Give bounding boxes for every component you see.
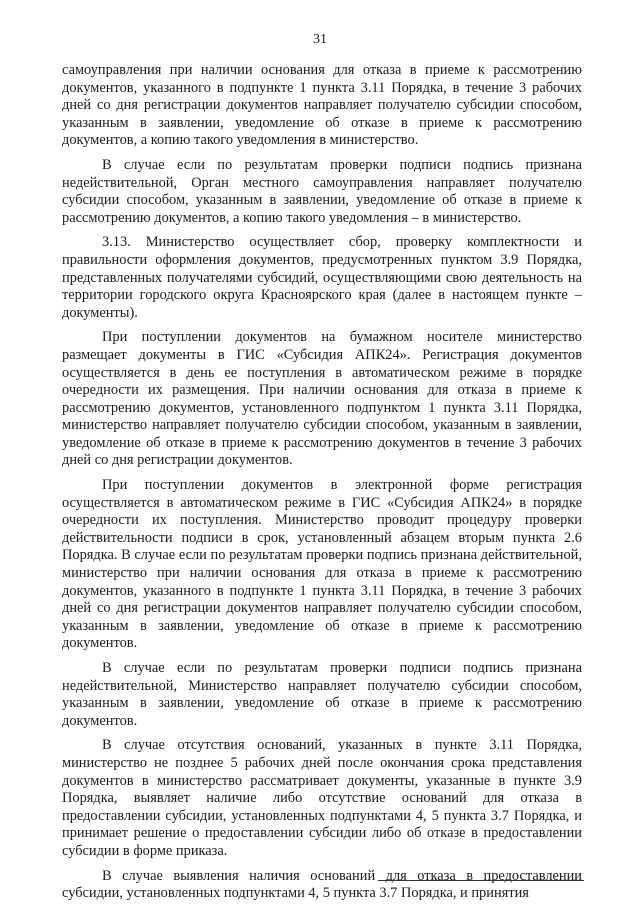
- paragraph-paper-submission: При поступлении документов на бумажном носителе министерство размещает документы в ГИС «Субсидия АПК24». Регистрация документов осуществляется в день ее поступления в автоматическом режиме в порядке очередности их размещения. При наличии основания для отказа в приеме к рассмотрению документов, установленного подпунктом 1 пункта 3.11 Порядка, министерство направляет получателю субсидии способом, указанным в заявлении, уведомление об отказе в приеме к рассмотрению документов в течение 3 рабочих дней со дня регистрации документов.: [62, 329, 582, 469]
- paragraph-continued: самоуправления при наличии основания для отказа в приеме к рассмотрению документов, указанного в подпункте 1 пункта 3.11 Порядка, в течение 3 рабочих дней со дня регистрации документов направляет получателю субсидии способом, указанным в заявлении, уведомление об отказе в приеме к рассмотрению документов, а копию такого уведомления в министерство.: [62, 62, 582, 149]
- paragraph-invalid-signature-ministry: В случае если по результатам проверки подписи подпись признана недействительной, Министерство направляет получателю субсидии способом, указанным в заявлении, уведомление об отказе в приеме к рассмотрению документов.: [62, 660, 582, 729]
- paragraph-invalid-signature-local: В случае если по результатам проверки подписи подпись признана недействительной, Орган местного самоуправления направляет получателю субсидии способом, указанным в заявлении, уведомление об отказе в приеме к рассмотрению документов, а копию такого уведомления – в министерство.: [62, 156, 582, 226]
- paragraph-electronic-submission: При поступлении документов в электронной форме регистрация осуществляется в автоматическом режиме в ГИС «Субсидия АПК24» в порядке очередности их поступления. Министерство проводит процедуру проверки действительности подписи в срок, установленный абзацем вторым пункта 2.6 Порядка. В случае если по результатам проверки подпись признана действительной, министерство при наличии основания для отказа в приеме к рассмотрению документов, указанного в подпункте 1 пункта 3.11 Порядка, в течение 3 рабочих дней со дня регистрации документов направляет получателю субсидии способом, указанным в заявлении, уведомление об отказе в приеме к рассмотрению документов.: [62, 477, 582, 652]
- paragraph-no-grounds: В случае отсутствия оснований, указанных в пункте 3.11 Порядка, министерство не позднее 5 рабочих дней после окончания срока представления документов в министерство рассматривает документы, указанные в пункте 3.9 Порядка, выявляет наличие либо отсутствие оснований для отказа в предоставлении субсидии, установленных подпунктами 4, 5 пункта 3.7 Порядка, и принимает решение о предоставлении субсидии либо об отказе в предоставлении субсидии в форме приказа.: [62, 737, 582, 859]
- paragraph-3-13: 3.13. Министерство осуществляет сбор, проверку комплектности и правильности оформления документов, предусмотренных пунктом 3.9 Порядка, представленных получателями субсидий, осуществляющими свою деятельность на территории городского округа Красноярского края (далее в настоящем пункте – документы).: [62, 234, 582, 321]
- footer-rule: [378, 880, 584, 881]
- page-number: 31: [313, 32, 327, 47]
- document-body: [62, 62, 582, 910]
- paragraph-grounds-found: В случае выявления наличия оснований для отказа в предоставлении субсидии, установленных подпунктами 4, 5 пункта 3.7 Порядка, и принятия: [62, 867, 582, 902]
